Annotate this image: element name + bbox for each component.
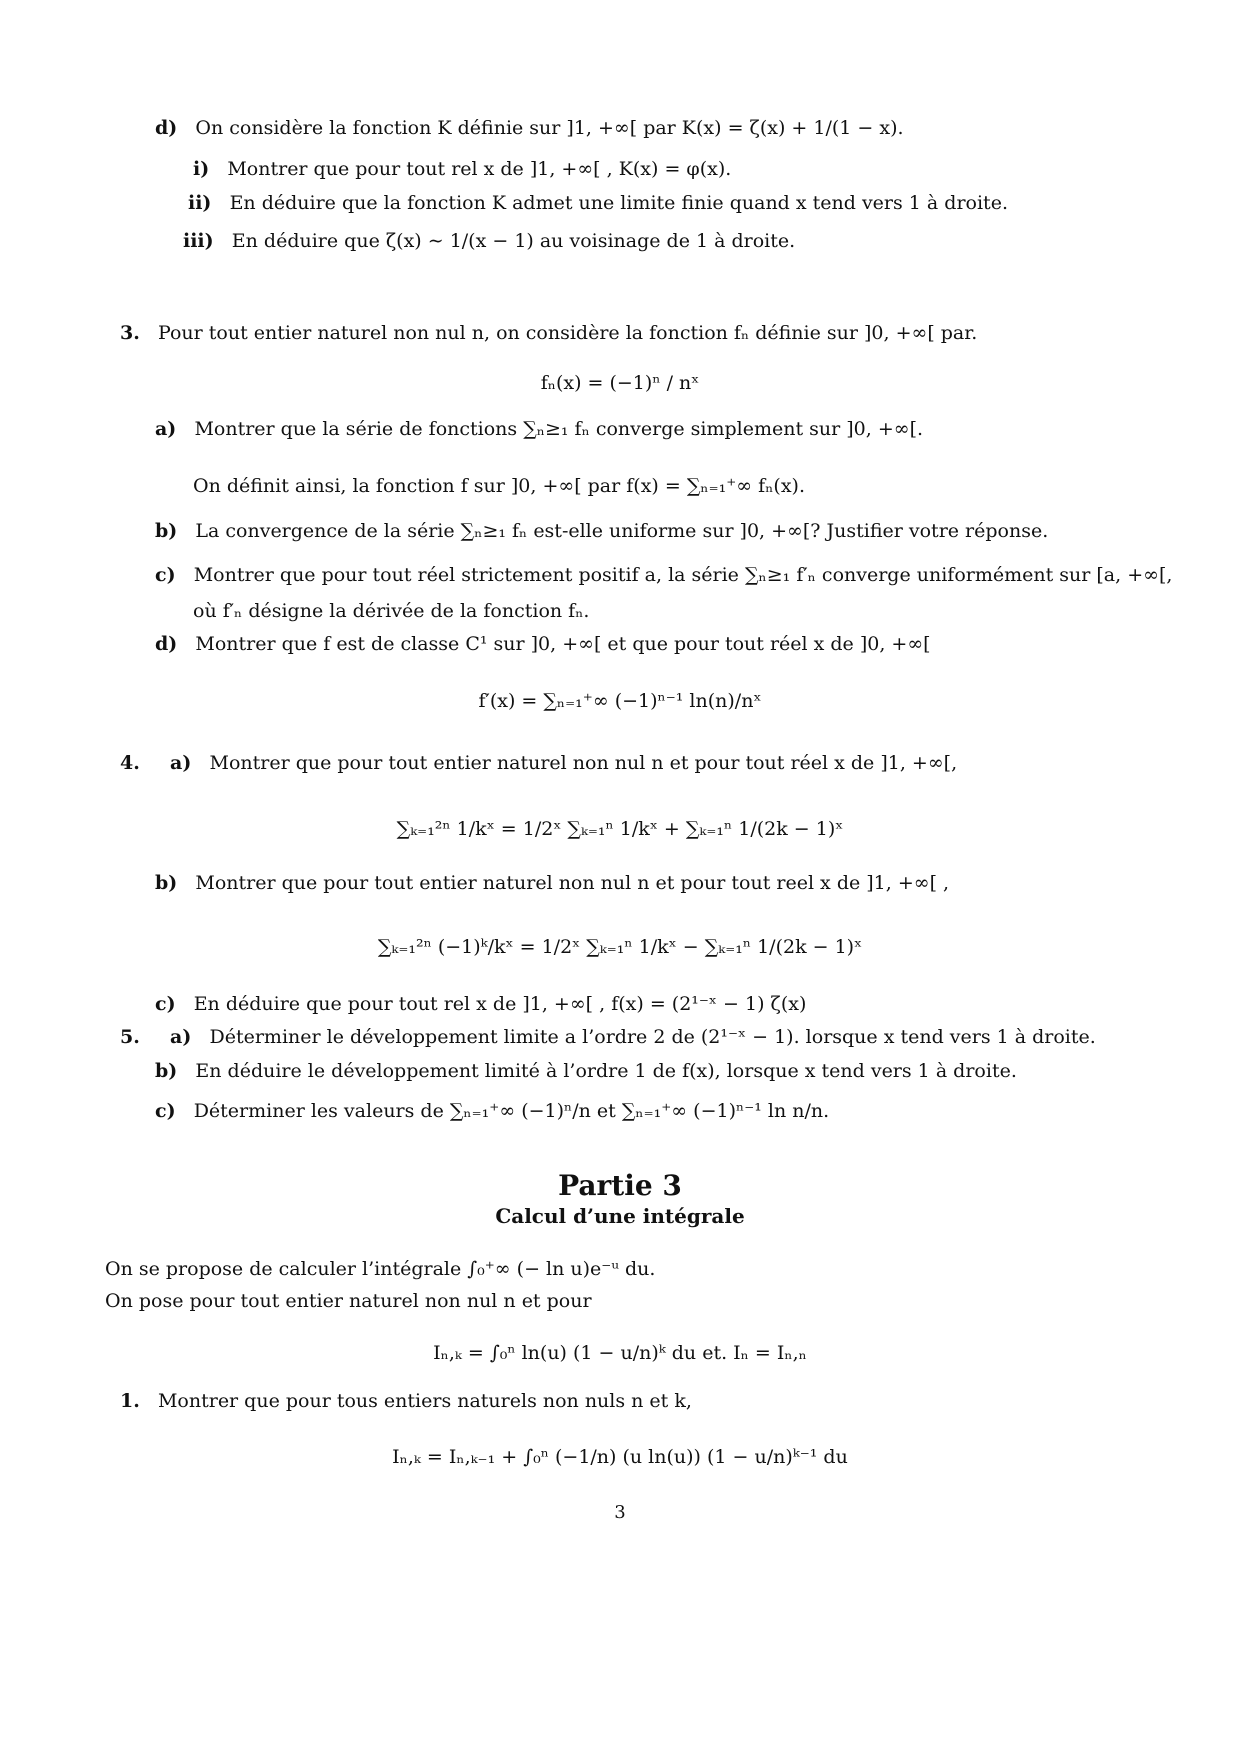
exercise-number: 3. (120, 322, 140, 344)
question-5b (155, 1060, 1017, 1084)
question-label: a) (170, 752, 192, 774)
question-4c (155, 993, 806, 1017)
question-label: i) (193, 158, 210, 180)
equation-fn: fₙ(x) = (−1)ⁿ / nˣ (540, 372, 700, 394)
question-iii (183, 230, 795, 254)
question-text: Montrer que pour tout entier naturel non nul n et pour tout reel x de ]1, +∞[ , (195, 872, 950, 894)
question-label: c) (155, 1100, 176, 1122)
question-d-K (155, 117, 904, 141)
exercise-4 (120, 752, 957, 776)
exercise-3 (120, 322, 977, 346)
question-3b (155, 520, 1048, 544)
question-i (193, 158, 731, 182)
question-text: La convergence de la série ∑ₙ≥₁ fₙ est-elle uniforme sur ]0, +∞[? Justifier votre réponse. (195, 520, 1049, 542)
section-subtitle: Calcul d’une intégrale (495, 1204, 745, 1228)
question-text: En déduire que pour tout rel x de ]1, +∞[ , f(x) = (2¹⁻ˣ − 1) ζ(x) (193, 993, 807, 1015)
question-label: a) (155, 418, 177, 440)
question-text: En déduire le développement limité à l’ordre 1 de f(x), lorsque x tend vers 1 à droite. (195, 1060, 1017, 1082)
question-label: b) (155, 1060, 178, 1082)
question-3c (155, 564, 1172, 588)
question-text: En déduire que la fonction K admet une limite finie quand x tend vers 1 à droite. (229, 192, 1008, 214)
question-text: Montrer que pour tout réel strictement positif a, la série ∑ₙ≥₁ f′ₙ converge uniformément sur [a, +∞[, (193, 564, 1173, 586)
question-text: Montrer que pour tout entier naturel non nul n et pour tout réel x de ]1, +∞[, (209, 752, 958, 774)
question-label: d) (155, 117, 178, 139)
equation-4a: ∑ₖ₌₁²ⁿ 1/kˣ = 1/2ˣ ∑ₖ₌₁ⁿ 1/kˣ + ∑ₖ₌₁ⁿ 1/(2k − 1)ˣ (396, 818, 844, 840)
question-text: Déterminer le développement limite a l’ordre 2 de (2¹⁻ˣ − 1). lorsque x tend vers 1 à droite. (209, 1026, 1096, 1048)
question-ii (188, 192, 1008, 216)
question-label: ii) (188, 192, 212, 214)
section-title: Partie 3 (558, 1169, 682, 1202)
equation-4b: ∑ₖ₌₁²ⁿ (−1)ᵏ/kˣ = 1/2ˣ ∑ₖ₌₁ⁿ 1/kˣ − ∑ₖ₌₁ⁿ 1/(2k − 1)ˣ (377, 936, 863, 958)
question-4b (155, 872, 949, 896)
exercise-5 (120, 1026, 1096, 1050)
question-text: On considère la fonction K définie sur ]1, +∞[ par K(x) = ζ(x) + 1/(1 − x). (195, 117, 904, 139)
question-p3-1 (120, 1390, 692, 1414)
definition-f: On définit ainsi, la fonction f sur ]0, +∞[ par f(x) = ∑ₙ₌₁⁺∞ fₙ(x). (193, 475, 805, 497)
question-text: Montrer que pour tous entiers naturels non nuls n et k, (157, 1390, 692, 1412)
question-3d (155, 633, 931, 657)
exercise-text: Pour tout entier naturel non nul n, on considère la fonction fₙ définie sur ]0, +∞[ par. (157, 322, 978, 344)
intro-pose: On pose pour tout entier naturel non nul n et pour (105, 1290, 592, 1312)
question-label: c) (155, 993, 176, 1015)
question-text: Montrer que la série de fonctions ∑ₙ≥₁ fₙ converge simplement sur ]0, +∞[. (194, 418, 924, 440)
page-number: 3 (614, 1502, 626, 1523)
question-label: a) (170, 1026, 192, 1048)
question-text: Montrer que f est de classe C¹ sur ]0, +∞[ et que pour tout réel x de ]0, +∞[ (195, 633, 931, 655)
question-5c (155, 1100, 829, 1124)
equation-fprime: f′(x) = ∑ₙ₌₁⁺∞ (−1)ⁿ⁻¹ ln(n)/nˣ (478, 690, 762, 712)
question-label: d) (155, 633, 178, 655)
question-text: En déduire que ζ(x) ∼ 1/(x − 1) au voisinage de 1 à droite. (231, 230, 796, 252)
exercise-number: 5. (120, 1026, 140, 1048)
question-3c-cont: où f′ₙ désigne la dérivée de la fonction fₙ. (193, 600, 590, 622)
question-label: c) (155, 564, 176, 586)
question-text: Déterminer les valeurs de ∑ₙ₌₁⁺∞ (−1)ⁿ/n et ∑ₙ₌₁⁺∞ (−1)ⁿ⁻¹ ln n/n. (193, 1100, 830, 1122)
question-text: Montrer que pour tout rel x de ]1, +∞[ , K(x) = φ(x). (227, 158, 732, 180)
exercise-number: 4. (120, 752, 140, 774)
intro-integral: On se propose de calculer l’intégrale ∫₀⁺∞ (− ln u)e⁻ᵘ du. (105, 1258, 656, 1280)
equation-Ink: Iₙ,ₖ = ∫₀ⁿ ln(u) (1 − u/n)ᵏ du et. Iₙ = Iₙ,ₙ (433, 1342, 807, 1364)
question-label: iii) (183, 230, 214, 252)
question-label: b) (155, 872, 178, 894)
question-label: b) (155, 520, 178, 542)
exercise-number: 1. (120, 1390, 140, 1412)
question-3a (155, 418, 923, 442)
equation-recurrence: Iₙ,ₖ = Iₙ,ₖ₋₁ + ∫₀ⁿ (−1/n) (u ln(u)) (1 − u/n)ᵏ⁻¹ du (392, 1446, 848, 1468)
